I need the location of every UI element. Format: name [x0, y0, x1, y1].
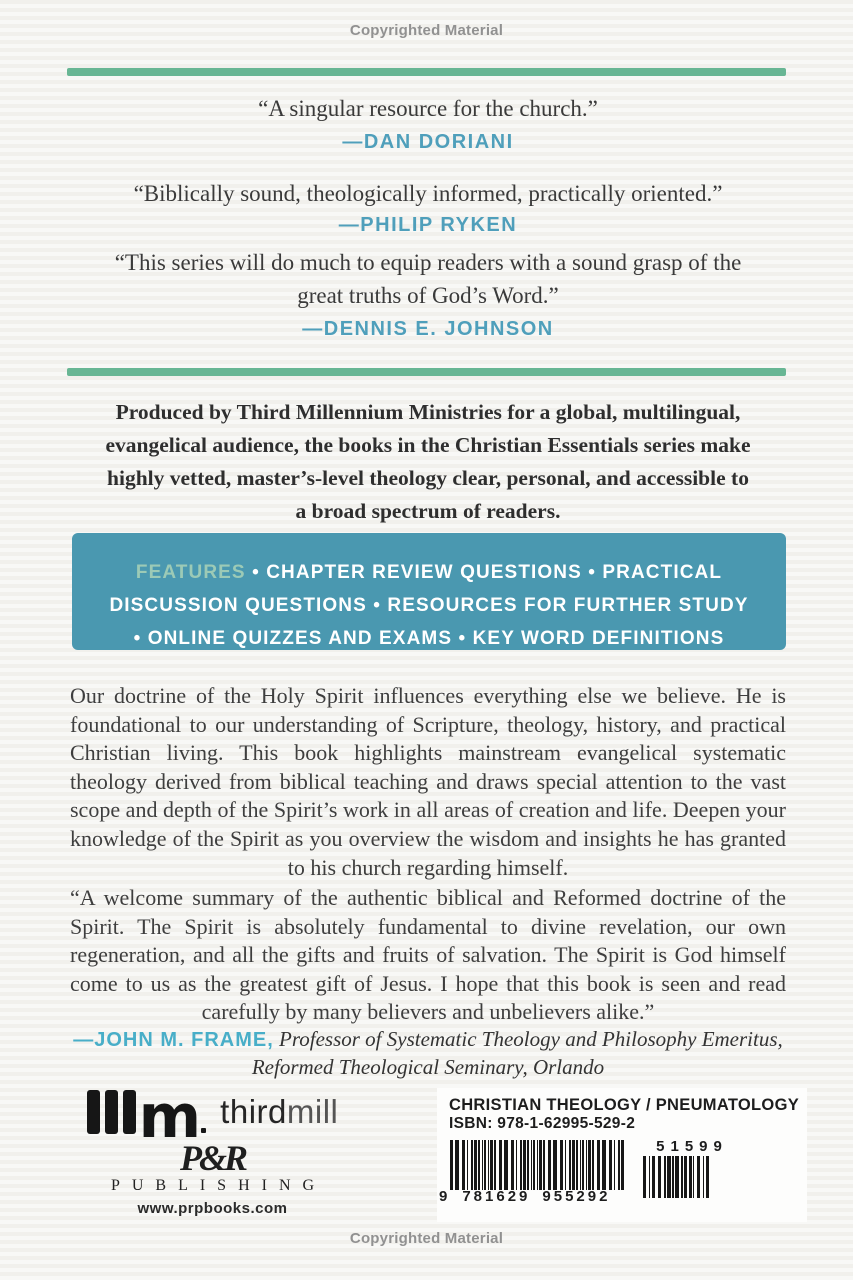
divider-rule-middle — [67, 368, 786, 376]
features-box — [72, 533, 786, 650]
ean-digit-group-2: 955292 — [542, 1188, 611, 1205]
registered-dot-icon — [201, 1128, 206, 1133]
category-label: CHRISTIAN THEOLOGY / PNEUMATOLOGY — [449, 1096, 800, 1114]
frame-endorsement-attribution — [70, 1026, 786, 1081]
book-description: Our doctrine of the Holy Spirit influences everything else we believe. He is foundational to our understanding of Scripture, theology, history, and practical Christian living. This book highlights mainstream evangelical systematic theology derived from biblical teaching and draws special attention to the vast scope and depth of the Spirit’s work in all areas of creation and life. Deepen your knowledge of the Spirit as you overview the wisdom and insights he has granted to his church regarding himself. — [70, 683, 786, 880]
supplemental-barcode-icon — [643, 1156, 731, 1198]
thirdmill-bars-icon — [87, 1090, 136, 1134]
pr-logo: P&R — [179, 1138, 245, 1178]
features-items: • CHAPTER REVIEW QUESTIONS • PRACTICAL DISCUSSION QUESTIONS • RESOURCES FOR FURTHER STUDY • ONLINE QUIZZES AND EXAMS • KEY WORD DEFINITIONS — [109, 562, 749, 649]
frame-author-title: Professor of Systematic Theology and Philosophy Emeritus, — [273, 1027, 783, 1051]
pr-publishing-label: PUBLISHING — [110, 1177, 327, 1194]
series-blurb — [70, 396, 786, 528]
endorsement-quote-2 — [70, 177, 786, 210]
thirdmill-wordmark-third: third — [220, 1093, 287, 1130]
copyright-notice-top: Copyrighted Material — [349, 22, 504, 39]
endorsement-author-3: —DENNIS E. JOHNSON — [302, 318, 554, 340]
divider-rule-top — [67, 68, 786, 76]
ean-digit-group-1: 781629 — [462, 1188, 531, 1205]
frame-author-title-line-2: Reformed Theological Seminary, Orlando — [251, 1055, 605, 1079]
thirdmill-bar-icon — [87, 1090, 100, 1134]
endorsement-quote-3-text: “This series will do much to equip readers with a sound grasp of the great truths of God’s Word.” — [114, 250, 742, 308]
endorsement-author-1: —DAN DORIANI — [342, 131, 514, 153]
endorsement-quote-1-text: “A singular resource for the church.” — [258, 96, 598, 121]
endorsement-author-2: —PHILIP RYKEN — [338, 214, 518, 236]
publisher-logos — [70, 1082, 355, 1217]
thirdmill-m-mark: m — [138, 1082, 200, 1152]
thirdmill-wordmark — [220, 1090, 338, 1134]
frame-author-name: —JOHN M. FRAME, — [73, 1029, 274, 1051]
thirdmill-wordmark-mill: mill — [286, 1093, 339, 1130]
ean-left-digit: 9 — [439, 1188, 451, 1205]
barcode-panel — [437, 1088, 807, 1222]
ean-barcode-icon — [450, 1140, 628, 1190]
copyright-notice-bottom: Copyrighted Material — [349, 1230, 504, 1247]
ean-digits — [439, 1188, 639, 1205]
isbn-label: ISBN: 978-1-62995-529-2 — [449, 1115, 636, 1132]
endorsement-quote-1 — [70, 92, 786, 125]
series-blurb-text: Produced by Third Millennium Ministries for a global, multilingual, evangelical audience, the books in the Christian Essentials series make highly vetted, master’s-level theology clear, personal, and accessible to a broad spectrum of readers. — [105, 400, 751, 523]
price-code: 51599 — [656, 1138, 728, 1155]
thirdmill-bar-icon — [123, 1090, 136, 1134]
endorsement-quote-3 — [70, 246, 786, 312]
thirdmill-bar-icon — [105, 1090, 118, 1134]
features-label: FEATURES — [135, 562, 253, 583]
publisher-website: www.prpbooks.com — [137, 1200, 288, 1217]
frame-attribution-line-1 — [70, 1026, 786, 1054]
thirdmill-logo — [70, 1082, 355, 1152]
frame-endorsement-quote: “A welcome summary of the authentic biblical and Reformed doctrine of the Spirit. The Spirit is absolutely fundamental to divine revelation, our own regeneration, and all the gifts and fruits of salvation. The Spirit is God himself come to us as the greatest gift of Jesus. I hope that this book is seen and read carefully by many believers and unbelievers alike.” — [70, 885, 786, 1025]
endorsement-quote-2-text: “Biblically sound, theologically informed, practically oriented.” — [133, 181, 723, 206]
